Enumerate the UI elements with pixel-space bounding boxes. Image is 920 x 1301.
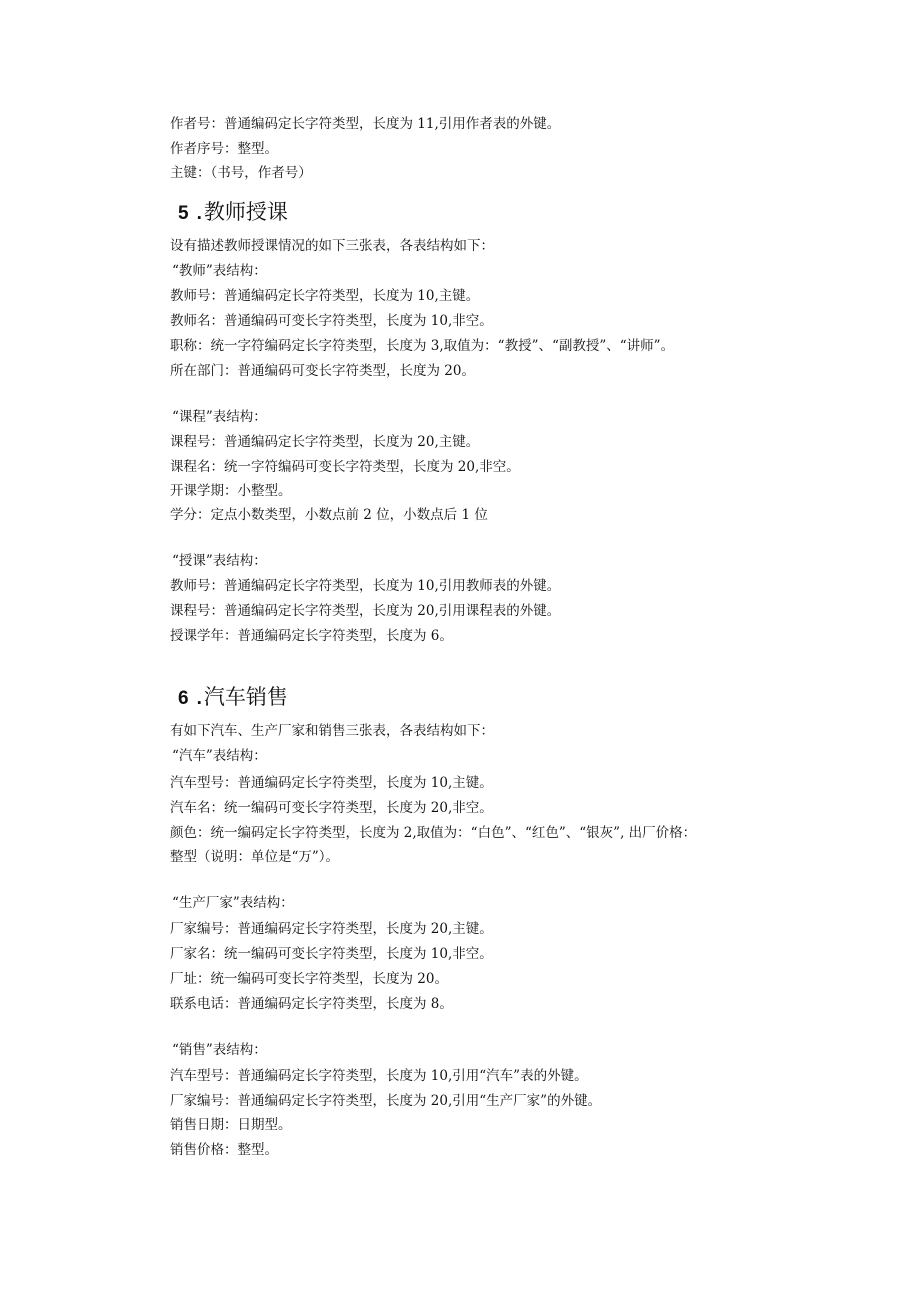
section-6-title: 汽车销售: [203, 685, 288, 709]
manufacturer-field: 厂家名：统一编码可变长字符类型，长度为 10,非空。: [170, 946, 493, 962]
section-5-dot: .: [196, 203, 202, 224]
sales-field: 厂家编号：普通编码定长字符类型，长度为 20,引用“生产厂家”的外键。: [170, 1093, 602, 1109]
manufacturer-table-header: “生产厂家”表结构：: [172, 895, 294, 911]
course-field: 课程号：普通编码定长字符类型，长度为 20,主键。: [170, 434, 480, 450]
manufacturer-field: 厂址：统一编码可变长字符类型，长度为 20。: [170, 971, 448, 987]
teacher-field: 教师名：普通编码可变长字符类型，长度为 10,非空。: [170, 313, 493, 329]
course-table-header: “课程”表结构：: [172, 409, 267, 425]
teaching-field: 课程号：普通编码定长字符类型，长度为 20,引用课程表的外键。: [170, 603, 561, 619]
teacher-table-header: “教师”表结构：: [172, 263, 267, 279]
sales-field: 汽车型号：普通编码定长字符类型，长度为 10,引用“汽车”表的外键。: [170, 1068, 588, 1084]
sales-table-header: “销售”表结构：: [172, 1042, 267, 1058]
teacher-field: 所在部门：普通编码可变长字符类型，长度为 20。: [170, 363, 475, 379]
section-6-dot: .: [196, 688, 202, 709]
teacher-field: 职称：统一字符编码定长字符类型，长度为 3,取值为：“教授”、“副教授”、“讲师”。: [170, 338, 675, 354]
teacher-field: 教师号：普通编码定长字符类型，长度为 10,主键。: [170, 288, 480, 304]
teaching-table-header: “授课”表结构：: [172, 553, 267, 569]
car-field: 汽车名：统一编码可变长字符类型，长度为 20,非空。: [170, 800, 493, 816]
car-field: 颜色：统一编码定长字符类型，长度为 2,取值为：“白色”、“红色”、“银灰”, 出厂价格：: [170, 825, 697, 841]
teaching-field: 教师号：普通编码定长字符类型，长度为 10,引用教师表的外键。: [170, 578, 561, 594]
car-field: 整型（说明：单位是“万”）。: [170, 849, 340, 865]
manufacturer-field: 联系电话：普通编码定长字符类型，长度为 8。: [170, 996, 453, 1012]
sales-field: 销售价格：整型。: [170, 1142, 278, 1158]
intro-line-author-id: 作者号：普通编码定长字符类型，长度为 11,引用作者表的外键。: [170, 116, 561, 132]
section-6-heading: [178, 684, 288, 712]
intro-line-author-seq: 作者序号：整型。: [170, 141, 278, 157]
sales-field: 销售日期：日期型。: [170, 1117, 292, 1133]
course-field: 开课学期：小整型。: [170, 483, 292, 499]
car-field: 汽车型号：普通编码定长字符类型，长度为 10,主键。: [170, 775, 493, 791]
section-5-title: 教师授课: [203, 200, 288, 224]
car-table-header: “汽车”表结构：: [172, 748, 267, 764]
teaching-field: 授课学年：普通编码定长字符类型，长度为 6。: [170, 628, 453, 644]
intro-line-primary-key: 主键：（书号，作者号）: [170, 165, 312, 181]
section-6-number: 6: [178, 688, 189, 709]
section-6-description: 有如下汽车、生产厂家和销售三张表，各表结构如下：: [170, 723, 494, 739]
section-5-heading: [178, 199, 288, 227]
course-field: 课程名：统一字符编码可变长字符类型，长度为 20,非空。: [170, 459, 520, 475]
section-5-description: 设有描述教师授课情况的如下三张表，各表结构如下：: [170, 238, 494, 254]
section-5-number: 5: [178, 203, 189, 224]
manufacturer-field: 厂家编号：普通编码定长字符类型，长度为 20,主键。: [170, 921, 493, 937]
course-field: 学分：定点小数类型，小数点前 2 位，小数点后 1 位: [170, 507, 488, 523]
